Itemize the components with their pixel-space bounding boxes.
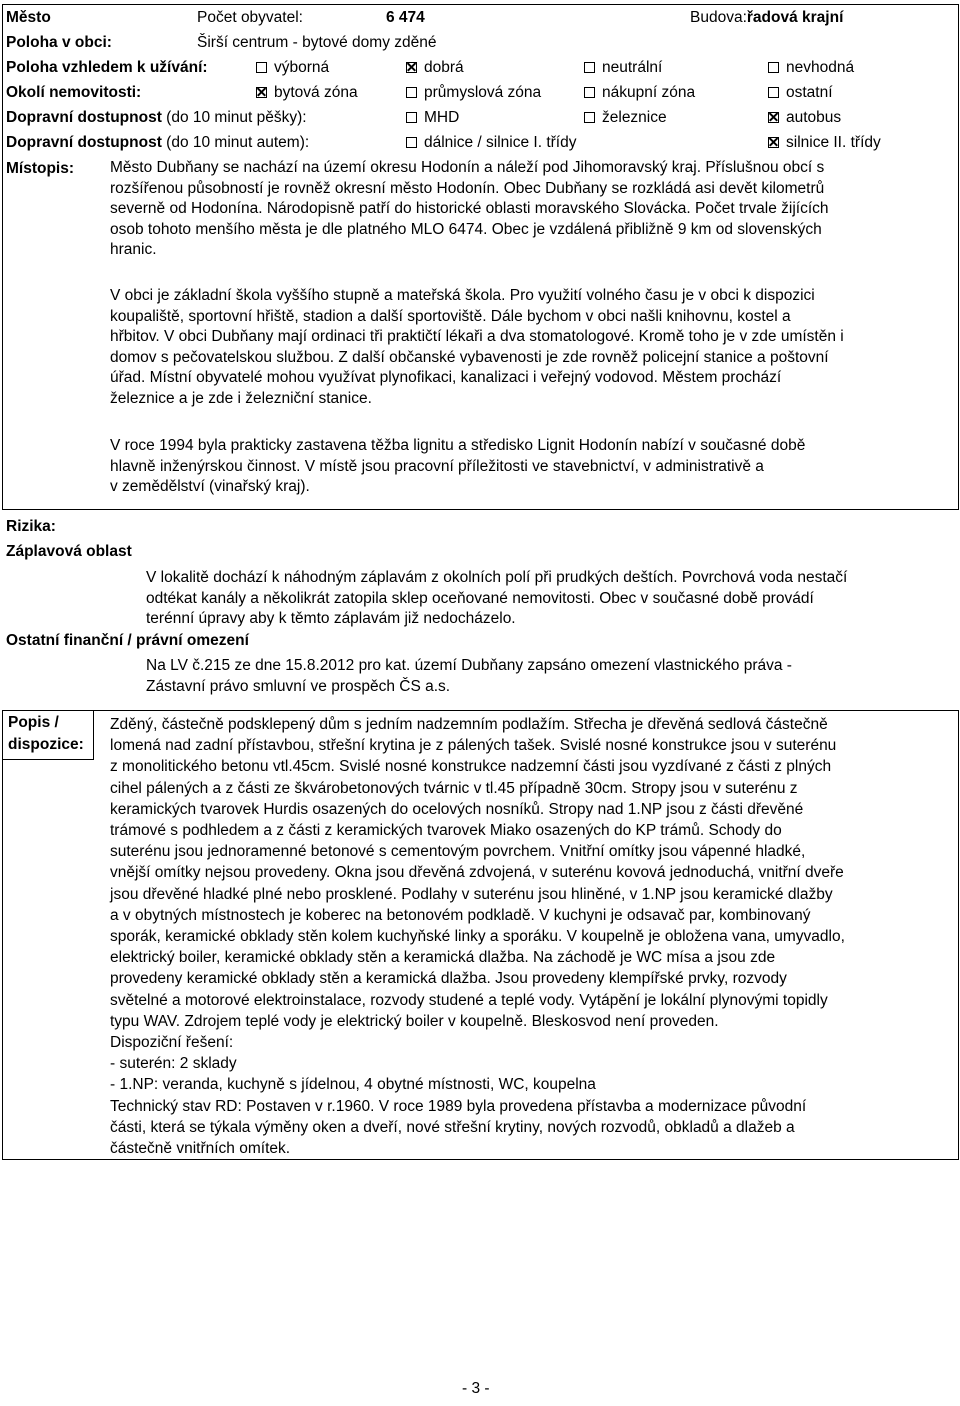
checkbox-icon[interactable] <box>584 112 595 123</box>
option-label: železnice <box>602 109 667 126</box>
text-line: z monolitického betonu vtl.45cm. Svislé nosné konstrukce nadzemní části jsou vyzdívané z části z plných <box>110 758 832 776</box>
text-line: elektrický boiler, keramické obklady stěn a keramická dlažba. Na záchodě je WC mísa a jsou zde <box>110 949 776 967</box>
uzivani-option-vyborna[interactable] <box>256 59 329 77</box>
poloha-label: Poloha v obci: <box>6 34 112 51</box>
checkbox-icon[interactable] <box>584 87 595 98</box>
checkbox-icon[interactable] <box>256 62 267 73</box>
mistopis-label: Místopis: <box>6 160 75 177</box>
option-label: bytová zóna <box>274 84 358 101</box>
checkbox-checked-icon[interactable] <box>768 112 779 123</box>
text-line: severně od Hodonína. Národopisně patří do historické oblasti moravského Slovácka. Počet trvale žijících <box>110 200 829 217</box>
text-line: terénní úpravy aby k těmto záplavám již nedocházelo. <box>146 610 516 627</box>
text-line: V obci je základní škola vyššího stupně a mateřská škola. Pro využití volného času je v obci k dispozici <box>110 287 815 304</box>
text-line: Zástavní právo smluvní ve prospěch ČS a.s. <box>146 677 451 695</box>
text-line: Město Dubňany se nachází na území okresu Hodonín a náleží pod Jihomoravský kraj. Příslušnou obcí s <box>110 159 825 176</box>
label-rest: (do 10 minut autem): <box>166 134 310 151</box>
budova-label: Budova: <box>690 9 747 26</box>
popis-label-line2: dispozice: <box>8 736 84 753</box>
label-bold: Dopravní dostupnost <box>6 134 162 151</box>
text-line: hřbitov. V obci Dubňany mají ordinaci tři praktičtí lékaři a dva stomatologové. Kromě toho je v zde umístěn i <box>110 328 844 345</box>
text-line: a v obytných místnostech je koberec na betonovém podkladě. V kuchyni je odsavač par, kombinovaný <box>110 906 811 924</box>
text-line: V roce 1994 byla prakticky zastavena těžba lignitu a středisko Lignit Hodonín nabízí v současné době <box>110 437 806 454</box>
checkbox-icon[interactable] <box>406 112 417 123</box>
poloha-value: Širší centrum - bytové domy zděné <box>197 34 437 51</box>
option-label: neutrální <box>602 59 663 76</box>
text-line: Technický stav RD: Postaven v r.1960. V roce 1989 byla provedena přístavba a modernizace původní <box>110 1097 807 1115</box>
okoli-option-nakupni[interactable] <box>584 84 695 102</box>
text-line: provedeny keramické obklady stěn a keramická dlažba. Jsou provedeny klempířské prvky, rozvody <box>110 970 787 988</box>
autem-option-dalnice[interactable] <box>406 134 576 152</box>
text-line: osob tohoto menšího města je dle platného MLO 6474. Obec je vzdálená přibližně 9 km od slovenských <box>110 220 822 238</box>
checkbox-icon[interactable] <box>584 62 595 73</box>
option-label: MHD <box>424 109 460 126</box>
okoli-label: Okolí nemovitosti: <box>6 84 142 101</box>
text-line: koupaliště, sportovní hřiště, stadion a další sportoviště. Dále bychom v obci našli knihovnu, kostel a <box>110 307 791 325</box>
uzivani-option-nevhodna[interactable] <box>768 59 854 77</box>
text-line: odtékat kanály a několikrát zatopila sklep oceňované nemovitosti. Obec v současné době provádí <box>146 589 814 607</box>
rizika-label: Rizika: <box>6 518 56 535</box>
checkbox-icon[interactable] <box>768 87 779 98</box>
uzivani-option-dobra[interactable] <box>406 59 464 77</box>
okoli-option-bytova[interactable] <box>256 84 358 102</box>
text-line: trámové s podhledem a z části z keramických tvarovek Miako osazených do KP trámů. Schody do <box>110 822 782 840</box>
budova-field <box>690 9 843 27</box>
option-label: dálnice / silnice I. třídy <box>424 134 577 151</box>
okoli-option-ostatni[interactable] <box>768 84 833 102</box>
uzivani-label: Poloha vzhledem k užívání: <box>6 59 208 76</box>
pocet-obyvatel-label: Počet obyvatel: <box>197 9 303 26</box>
mistopis-para-3 <box>110 436 805 498</box>
pesky-option-mhd[interactable] <box>406 109 459 127</box>
option-label: průmyslová zóna <box>424 84 542 101</box>
checkbox-checked-icon[interactable] <box>768 137 779 148</box>
pocet-obyvatel-value: 6 474 <box>386 9 425 26</box>
text-line: cihel pálených a z části ze škvárobetonových tvárnic v tl.45 případně 30cm. Stropy jsou v suterénu z <box>110 779 798 797</box>
option-label: autobus <box>786 109 842 126</box>
text-line: V lokalitě dochází k náhodným záplavám z okolních polí při prudkých deštích. Povrchová voda nestačí <box>146 569 848 586</box>
option-label: dobrá <box>424 59 464 76</box>
text-line: Zděný, částečně podsklepený dům s jedním nadzemním podlažím. Střecha je dřevěná sedlová částečně <box>110 716 828 733</box>
checkbox-icon[interactable] <box>768 62 779 73</box>
pesky-option-zeleznice[interactable] <box>584 109 667 127</box>
text-line: vnější omítky nejsou provedeny. Okna jsou dřevěná zdvojená, v suterénu kovová jednoduchá, vnitřní dveře <box>110 864 844 882</box>
text-line: - suterén: 2 sklady <box>110 1055 237 1073</box>
text-line: hlavně inženýrskou činnost. V místě jsou pracovní příležitosti ve stavebnictví, v administrativě a <box>110 457 764 475</box>
zaplava-text <box>146 568 847 630</box>
checkbox-icon[interactable] <box>406 137 417 148</box>
label-bold: Dopravní dostupnost <box>6 109 162 126</box>
mistopis-para-1 <box>110 158 829 261</box>
zaplava-label: Záplavová oblast <box>6 543 132 560</box>
text-line: lomená nad zadní přístavbou, střešní krytina je z pálených tašek. Svislé nosné konstrukce jsou v suterénu <box>110 737 837 755</box>
popis-text <box>110 714 845 1159</box>
text-line: Na LV č.215 ze dne 15.8.2012 pro kat. území Dubňany zapsáno omezení vlastnického práva - <box>146 657 792 674</box>
text-line: sporák, keramické obklady stěn kolem kuchyňské linky a sporáku. V koupelně je obložena vana, umyvadlo, <box>110 928 845 946</box>
label-rest: (do 10 minut pěšky): <box>166 109 307 126</box>
checkbox-icon[interactable] <box>406 87 417 98</box>
text-line: typu WAV. Zdrojem teplé vody je elektrický boiler v koupelně. Bleskosvod není proveden. <box>110 1012 719 1030</box>
uzivani-option-neutralni[interactable] <box>584 59 662 77</box>
page-number: - 3 - <box>462 1380 490 1397</box>
pesky-option-autobus[interactable] <box>768 109 841 127</box>
mesto-label: Město <box>6 9 51 26</box>
text-line: rozšířenou působností je rovněž okresní město Hodonín. Obec Dubňany se rozkládá asi devět kilometrů <box>110 179 825 197</box>
option-label: silnice II. třídy <box>786 134 881 151</box>
option-label: výborná <box>274 59 330 76</box>
text-line: části, která se týkala výměny oken a dveří, nové střešní krytiny, nových rozvodů, obkladů a dlažeb a <box>110 1118 795 1136</box>
text-line: Dispoziční řešení: <box>110 1034 234 1052</box>
text-line: hranic. <box>110 241 157 258</box>
text-line: úřad. Místní obyvatelé mohou využívat plynofikaci, kanalizaci i veřejný vodovod. Městem prochází <box>110 369 782 386</box>
pesky-label <box>6 109 307 127</box>
text-line: v zemědělství (vinařský kraj). <box>110 478 310 495</box>
checkbox-checked-icon[interactable] <box>406 62 417 73</box>
budova-value: řadová krajní <box>746 9 844 26</box>
text-line: železnice a je zde i železniční stanice. <box>110 389 372 407</box>
ostatni-text <box>146 656 792 697</box>
option-label: ostatní <box>786 84 833 101</box>
autem-label <box>6 134 309 152</box>
text-line: keramických tvarovek Hurdis osazených do ocelových nosníků. Stropy nad 1.NP jsou z části dřevěné <box>110 800 804 818</box>
option-label: nákupní zóna <box>602 84 696 101</box>
autem-option-silnice2[interactable] <box>768 134 881 152</box>
text-line: jsou dřevěné hladké plné nebo prosklené. Podlahy v suterénu jsou hliněné, v 1.NP jsou keramické dlažby <box>110 885 833 903</box>
text-line: světelné a motorové elektroinstalace, rozvody studené a teplé vody. Vytápění je lokální plynovými topidly <box>110 991 828 1009</box>
text-line: suterénu jsou jednoramenné betonové s cementovým povrchem. Vnitřní omítky jsou vápenné hladké, <box>110 843 806 861</box>
ostatni-label: Ostatní finanční / právní omezení <box>6 632 249 649</box>
mistopis-para-2 <box>110 286 844 409</box>
okoli-option-prumyslova[interactable] <box>406 84 541 102</box>
checkbox-checked-icon[interactable] <box>256 87 267 98</box>
popis-label-line1: Popis / <box>8 714 59 731</box>
text-line: domov s pečovatelskou službou. Z další občanské vybavenosti je zde rovněž policejní stanice a poštovní <box>110 348 829 366</box>
text-line: - 1.NP: veranda, kuchyně s jídelnou, 4 obytné místnosti, WC, koupelna <box>110 1076 596 1094</box>
option-label: nevhodná <box>786 59 855 76</box>
text-line: částečně vnitřních omítek. <box>110 1140 291 1158</box>
